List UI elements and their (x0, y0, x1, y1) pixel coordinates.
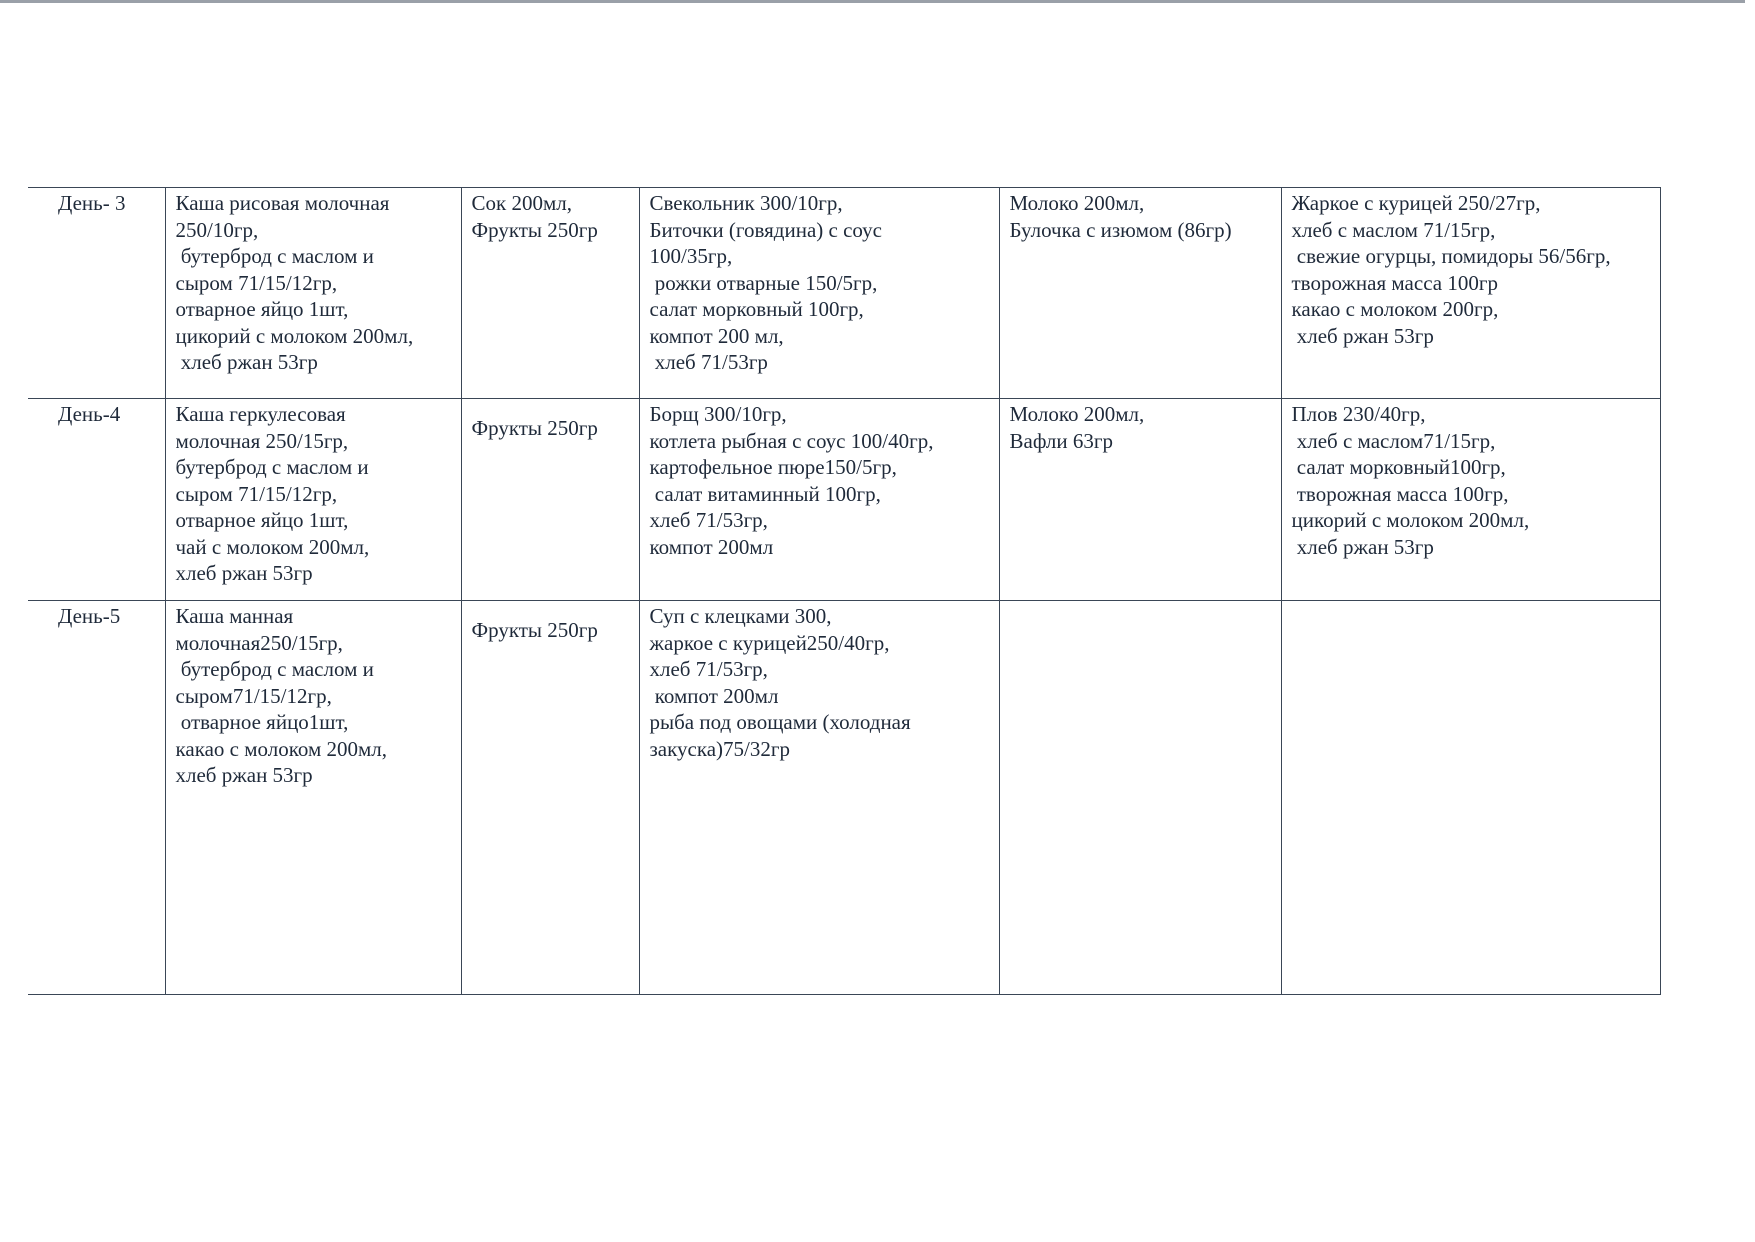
breakfast-item: цикорий с молоком 200мл, (175, 323, 414, 348)
breakfast-cell (165, 601, 461, 995)
dinner-item: какао с молоком 200гр, (1291, 297, 1499, 321)
lunch-item: хлеб 71/53гр, (649, 657, 768, 681)
breakfast-item: хлеб ржан 53гр (175, 561, 313, 585)
dinner-item: хлеб с маслом71/15гр, (1291, 428, 1496, 453)
dinner-item: Плов 230/40гр, (1291, 402, 1426, 426)
menu-table (28, 187, 1661, 995)
breakfast-item: какао с молоком 200мл, (175, 736, 388, 761)
snack2-item: Молоко 200мл, (1009, 402, 1145, 426)
breakfast-item: хлеб ржан 53гр (175, 350, 318, 374)
dinner-cell (1281, 601, 1660, 995)
breakfast-item: 250/10гр, (175, 217, 259, 242)
lunch-item: компот 200 мл, (649, 323, 784, 348)
snack1-cell (461, 399, 639, 601)
dinner-item: хлеб ржан 53гр (1291, 534, 1434, 559)
lunch-item: рыба под овощами (холодная (649, 710, 911, 734)
table-row (28, 399, 1660, 601)
snack2-cell (999, 188, 1281, 399)
breakfast-item: отварное яйцо1шт, (175, 710, 349, 734)
dinner-cell (1281, 399, 1660, 601)
breakfast-item: молочная 250/15гр, (175, 428, 349, 453)
snack1-cell (461, 601, 639, 995)
lunch-item: Борщ 300/10гр, (649, 402, 787, 426)
lunch-item: хлеб 71/53гр (649, 350, 768, 374)
lunch-item: компот 200мл (649, 683, 779, 708)
lunch-cell (639, 399, 999, 601)
day-label: День-5 (58, 604, 121, 628)
lunch-item: картофельное пюре150/5гр, (649, 455, 897, 479)
table-row (28, 188, 1660, 399)
dinner-item: творожная масса 100гр, (1291, 481, 1509, 506)
lunch-item: рожки отварные 150/5гр, (649, 270, 878, 295)
dinner-item: свежие огурцы, помидоры 56/56гр, (1291, 244, 1611, 268)
snack2-item: Булочка с изюмом (86гр) (1009, 217, 1232, 242)
dinner-item: творожная масса 100гр (1291, 270, 1498, 295)
breakfast-item: бутерброд с маслом и (175, 244, 374, 268)
dinner-item: хлеб с маслом 71/15гр, (1291, 217, 1496, 242)
breakfast-item: Каша манная (175, 604, 294, 628)
breakfast-item: бутерброд с маслом и (175, 657, 374, 681)
breakfast-item: отварное яйцо 1шт, (175, 297, 349, 321)
cell-spacer (472, 401, 629, 415)
lunch-item: жаркое с курицей250/40гр, (649, 630, 890, 655)
breakfast-item: сыром 71/15/12гр, (175, 481, 338, 506)
lunch-cell (639, 601, 999, 995)
snack2-cell (999, 601, 1281, 995)
breakfast-item: отварное яйцо 1шт, (175, 508, 349, 532)
lunch-cell (639, 188, 999, 399)
lunch-item: котлета рыбная с соус 100/40гр, (649, 428, 934, 453)
snack1-item: Фрукты 250гр (471, 416, 598, 440)
dinner-cell (1281, 188, 1660, 399)
snack1-item: Фрукты 250гр (471, 618, 598, 642)
dinner-item: хлеб ржан 53гр (1291, 323, 1434, 348)
lunch-item: компот 200мл (649, 534, 774, 559)
snack1-item: Сок 200мл, (471, 191, 572, 215)
snack1-cell (461, 188, 639, 399)
snack2-cell (999, 399, 1281, 601)
dinner-item: салат морковный100гр, (1291, 455, 1506, 479)
menu-table-body (28, 188, 1660, 995)
lunch-item: Свекольник 300/10гр, (649, 191, 843, 215)
dinner-item: Жаркое с курицей 250/27гр, (1291, 191, 1541, 215)
page-top-edge (0, 0, 1745, 3)
breakfast-item: хлеб ржан 53гр (175, 763, 313, 787)
breakfast-item: молочная250/15гр, (175, 630, 343, 655)
breakfast-item: чай с молоком 200мл, (175, 534, 370, 559)
breakfast-item: Каша рисовая молочная (175, 191, 390, 215)
lunch-item: Суп с клецками 300, (649, 604, 832, 628)
lunch-item: 100/35гр, (649, 244, 733, 268)
lunch-item: закуска)75/32гр (649, 736, 790, 761)
lunch-item: салат морковный 100гр, (649, 297, 864, 321)
day-label: День- 3 (58, 191, 126, 215)
breakfast-item: Каша геркулесовая (175, 402, 346, 426)
day-cell (28, 601, 165, 995)
lunch-item: салат витаминный 100гр, (649, 481, 881, 506)
table-row (28, 601, 1660, 995)
dinner-item: цикорий с молоком 200мл, (1291, 508, 1530, 532)
breakfast-item: сыром 71/15/12гр, (175, 270, 338, 295)
day-label: День-4 (58, 402, 121, 426)
breakfast-cell (165, 399, 461, 601)
breakfast-item: бутерброд с маслом и (175, 455, 369, 479)
lunch-item: хлеб 71/53гр, (649, 508, 768, 532)
breakfast-cell (165, 188, 461, 399)
breakfast-item: сыром71/15/12гр, (175, 683, 332, 708)
snack2-item: Вафли 63гр (1009, 428, 1113, 453)
snack2-item: Молоко 200мл, (1009, 191, 1145, 215)
day-cell (28, 399, 165, 601)
lunch-item: Биточки (говядина) с соус (649, 217, 882, 242)
snack1-item: Фрукты 250гр (471, 217, 598, 242)
cell-spacer (472, 603, 629, 617)
day-cell (28, 188, 165, 399)
